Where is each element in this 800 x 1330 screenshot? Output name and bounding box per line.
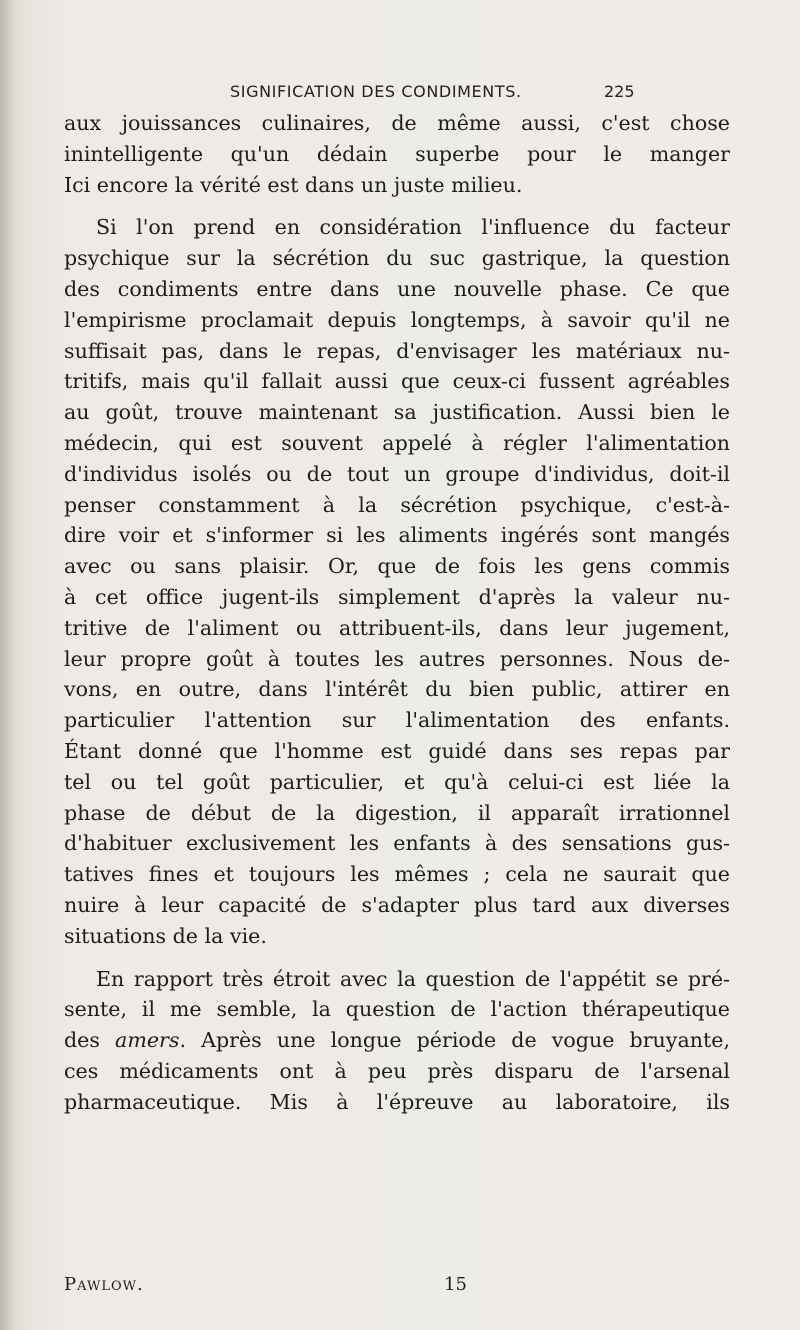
text-line: au goût, trouve maintenant sa justification. Aussi bien le bbox=[64, 400, 730, 425]
text-line: Étant donné que l'homme est guidé dans ses repas par bbox=[64, 738, 730, 763]
text-line: dire voir et s'informer si les aliments ingérés sont mangés bbox=[64, 523, 730, 548]
text-line: l'empirisme proclamait depuis longtemps, à savoir qu'il ne bbox=[64, 307, 730, 332]
text-line: leur propre goût à toutes les autres personnes. Nous de- bbox=[64, 646, 730, 671]
text-line: avec ou sans plaisir. Or, que de fois les gens commis bbox=[64, 554, 730, 579]
text-line: tritive de l'aliment ou attribuent-ils, dans leur jugement, bbox=[64, 615, 730, 640]
text-line: Ici encore la vérité est dans un juste milieu. bbox=[64, 172, 523, 197]
text-line: inintelligente qu'un dédain superbe pour le manger bbox=[64, 141, 730, 166]
text-line: à cet office jugent-ils simplement d'après la valeur nu- bbox=[64, 584, 730, 609]
text-line: sente, il me semble, la question de l'action thérapeutique bbox=[64, 997, 730, 1022]
paragraph-gap bbox=[64, 200, 730, 212]
text-line: d'habituer exclusivement les enfants à des sensations gus- bbox=[64, 831, 730, 856]
running-header: SIGNIFICATION DES CONDIMENTS. bbox=[230, 82, 522, 101]
text-line: tatives fines et toujours les mêmes ; cela ne saurait que bbox=[64, 862, 730, 887]
text-line: phase de début de la digestion, il apparaît irrationnel bbox=[64, 800, 730, 825]
paragraph-gap bbox=[64, 952, 730, 964]
page-number: 225 bbox=[604, 82, 635, 101]
footer-author: Pawlow. bbox=[64, 1274, 144, 1295]
text-line: des amers. Après une longue période de vogue bruyante, bbox=[64, 1028, 730, 1053]
signature-mark: 15 bbox=[444, 1274, 467, 1295]
text-line: situations de la vie. bbox=[64, 923, 267, 948]
text-line: aux jouissances culinaires, de même aussi, c'est chose bbox=[64, 111, 730, 135]
text-line: ces médicaments ont à peu près disparu de l'arsenal bbox=[64, 1058, 730, 1083]
text-line: d'individus isolés ou de tout un groupe d'individus, doit-il bbox=[64, 461, 730, 486]
text-line: des condiments entre dans une nouvelle phase. Ce que bbox=[64, 276, 730, 301]
page-spine-shadow bbox=[0, 0, 14, 1330]
text-line: Si l'on prend en considération l'influence du facteur bbox=[96, 215, 730, 240]
italic-word: amers bbox=[115, 1028, 180, 1053]
text-line: médecin, qui est souvent appelé à régler l'alimentation bbox=[64, 430, 730, 455]
body-text bbox=[64, 108, 730, 1118]
text-line: nuire à leur capacité de s'adapter plus tard aux diverses bbox=[64, 892, 730, 917]
text-line: En rapport très étroit avec la question de l'appétit se pré- bbox=[96, 966, 730, 991]
text-line: vons, en outre, dans l'intérêt du bien public, attirer en bbox=[64, 677, 730, 702]
text-line: psychique sur la sécrétion du suc gastrique, la question bbox=[64, 246, 730, 271]
text-line: penser constamment à la sécrétion psychique, c'est-à- bbox=[64, 492, 730, 517]
text-line: tritifs, mais qu'il fallait aussi que ceux-ci fussent agréables bbox=[64, 369, 730, 394]
text-line: pharmaceutique. Mis à l'épreuve au laboratoire, ils bbox=[64, 1089, 730, 1114]
text-line: suffisait pas, dans le repas, d'envisager les matériaux nu- bbox=[64, 338, 730, 363]
text-line: particulier l'attention sur l'alimentation des enfants. bbox=[64, 708, 730, 733]
text-line: tel ou tel goût particulier, et qu'à celui-ci est liée la bbox=[64, 769, 730, 794]
